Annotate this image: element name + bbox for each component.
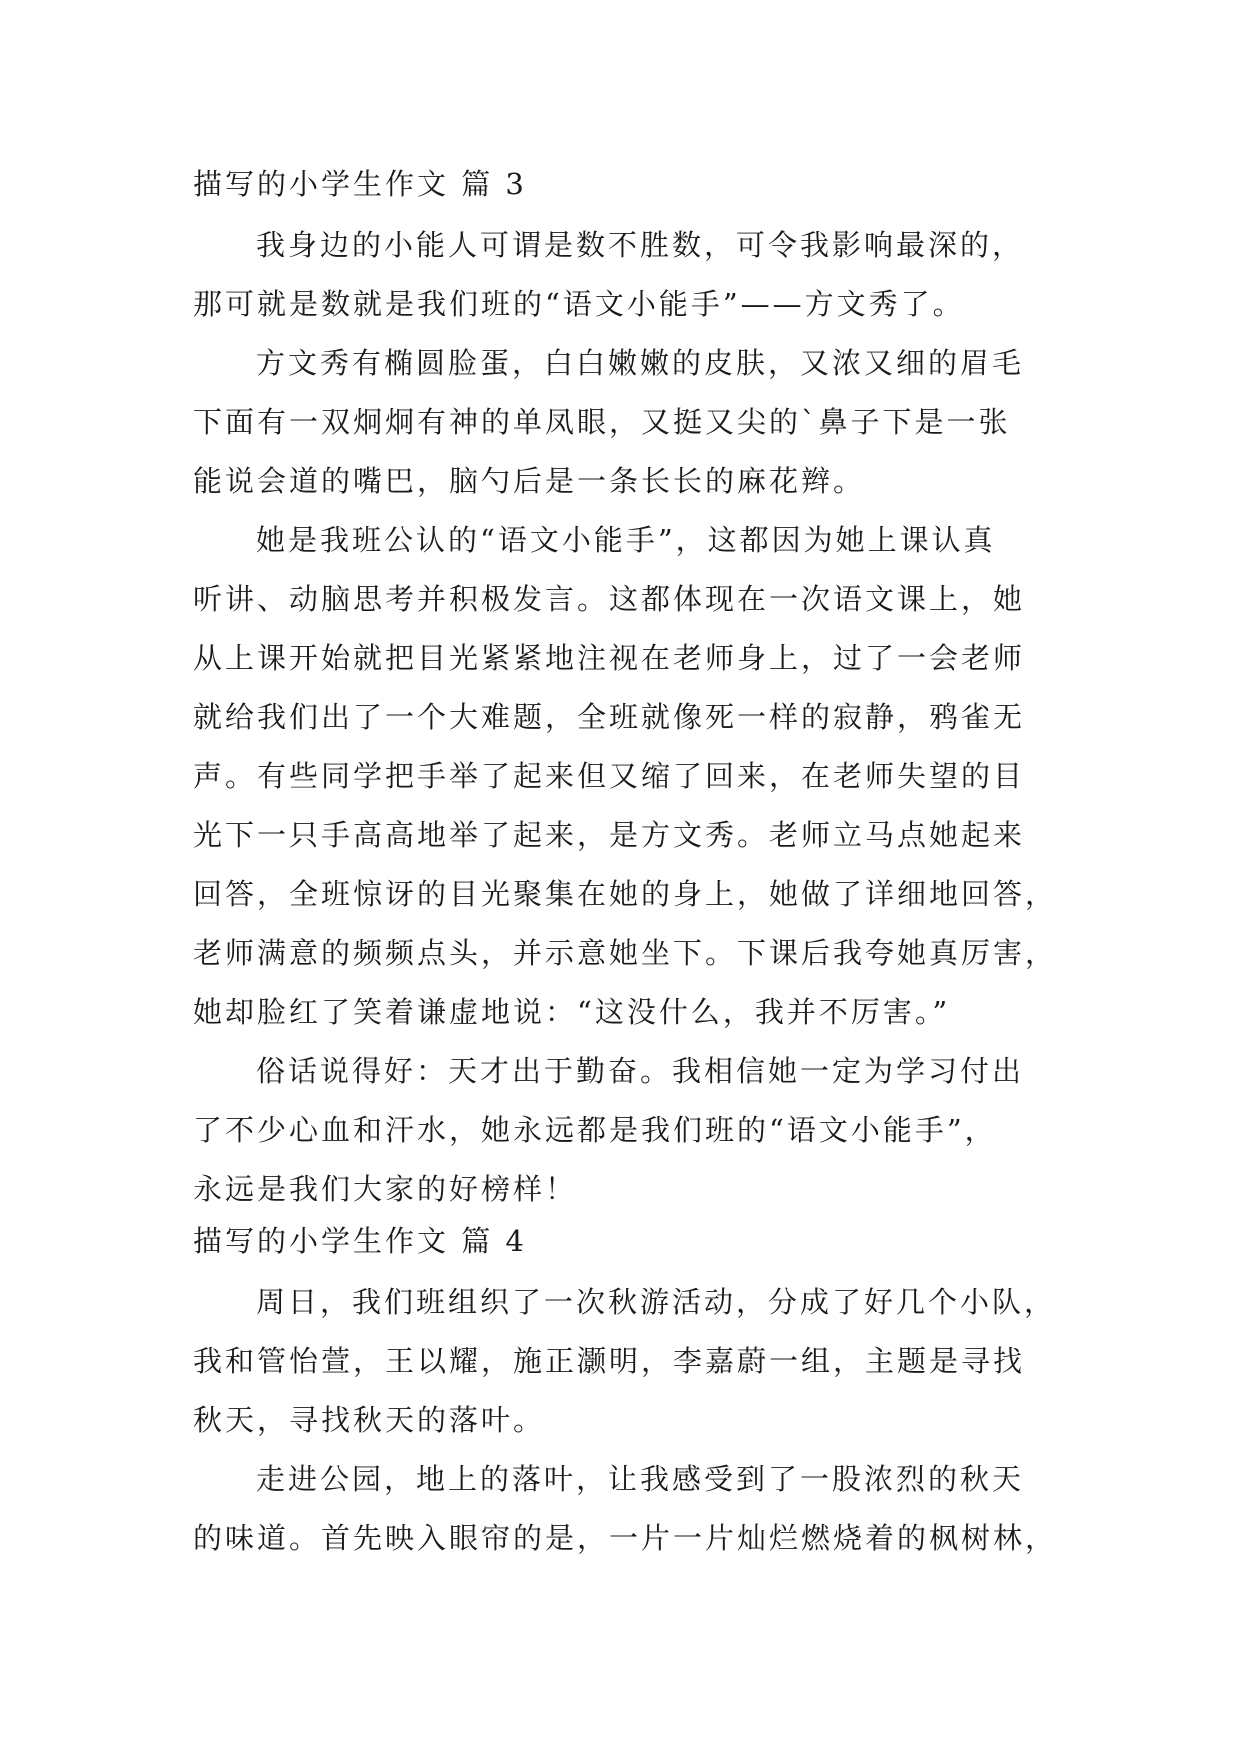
text-line: 方文秀有椭圆脸蛋，白白嫩嫩的皮肤，又浓又细的眉毛 bbox=[256, 346, 1025, 380]
text-line: 我和管怡萱，王以耀，施正灏明，李嘉蔚一组，主题是寻找 bbox=[193, 1344, 1026, 1378]
text-line: 俗话说得好：天才出于勤奋。我相信她一定为学习付出 bbox=[256, 1054, 1025, 1088]
paragraph bbox=[193, 216, 1053, 334]
text-line: 就给我们出了一个大难题，全班就像死一样的寂静，鸦雀无 bbox=[193, 700, 1026, 734]
text-line: 的味道。首先映入眼帘的是，一片一片灿烂燃烧着的枫树林， bbox=[193, 1521, 1058, 1555]
text-line: 秋天，寻找秋天的落叶。 bbox=[193, 1403, 546, 1437]
paragraph bbox=[193, 1273, 1057, 1450]
paragraph bbox=[193, 1450, 1058, 1568]
text-line: 回答，全班惊讶的目光聚集在她的身上，她做了详细地回答， bbox=[193, 877, 1058, 911]
text-line: 能说会道的嘴巴，脑勺后是一条长长的麻花辫。 bbox=[193, 464, 866, 498]
text-line: 周日，我们班组织了一次秋游活动，分成了好几个小队， bbox=[256, 1285, 1057, 1319]
document-body bbox=[193, 162, 1058, 1568]
text-line: 我身边的小能人可谓是数不胜数，可令我影响最深的， bbox=[256, 228, 1025, 262]
text-line: 走进公园，地上的落叶，让我感受到了一股浓烈的秋天 bbox=[256, 1462, 1025, 1496]
text-line: 光下一只手高高地举了起来，是方文秀。老师立马点她起来 bbox=[193, 818, 1026, 852]
text-line: 那可就是数就是我们班的“语文小能手”——方文秀了。 bbox=[193, 287, 965, 321]
text-line: 老师满意的频频点头，并示意她坐下。下课后我夸她真厉害， bbox=[193, 936, 1058, 970]
paragraph bbox=[193, 1042, 1053, 1219]
section-heading: 描写的小学生作文 篇 4 bbox=[193, 1224, 527, 1258]
paragraph bbox=[193, 334, 1053, 511]
text-line: 了不少心血和汗水，她永远都是我们班的“语文小能手”， bbox=[193, 1113, 997, 1147]
text-line: 她却脸红了笑着谦虚地说：“这没什么，我并不厉害。” bbox=[193, 995, 951, 1029]
text-line: 永远是我们大家的好榜样！ bbox=[193, 1172, 578, 1206]
text-line: 声。有些同学把手举了起来但又缩了回来，在老师失望的目 bbox=[193, 759, 1026, 793]
text-line: 她是我班公认的“语文小能手”，这都因为她上课认真 bbox=[256, 523, 996, 557]
text-line: 从上课开始就把目光紧紧地注视在老师身上，过了一会老师 bbox=[193, 641, 1026, 675]
text-line: 下面有一双炯炯有神的单凤眼，又挺又尖的`鼻子下是一张 bbox=[193, 405, 1011, 439]
section-heading: 描写的小学生作文 篇 3 bbox=[193, 167, 527, 201]
text-line: 听讲、动脑思考并积极发言。这都体现在一次语文课上，她 bbox=[193, 582, 1026, 616]
paragraph bbox=[193, 511, 1058, 1042]
